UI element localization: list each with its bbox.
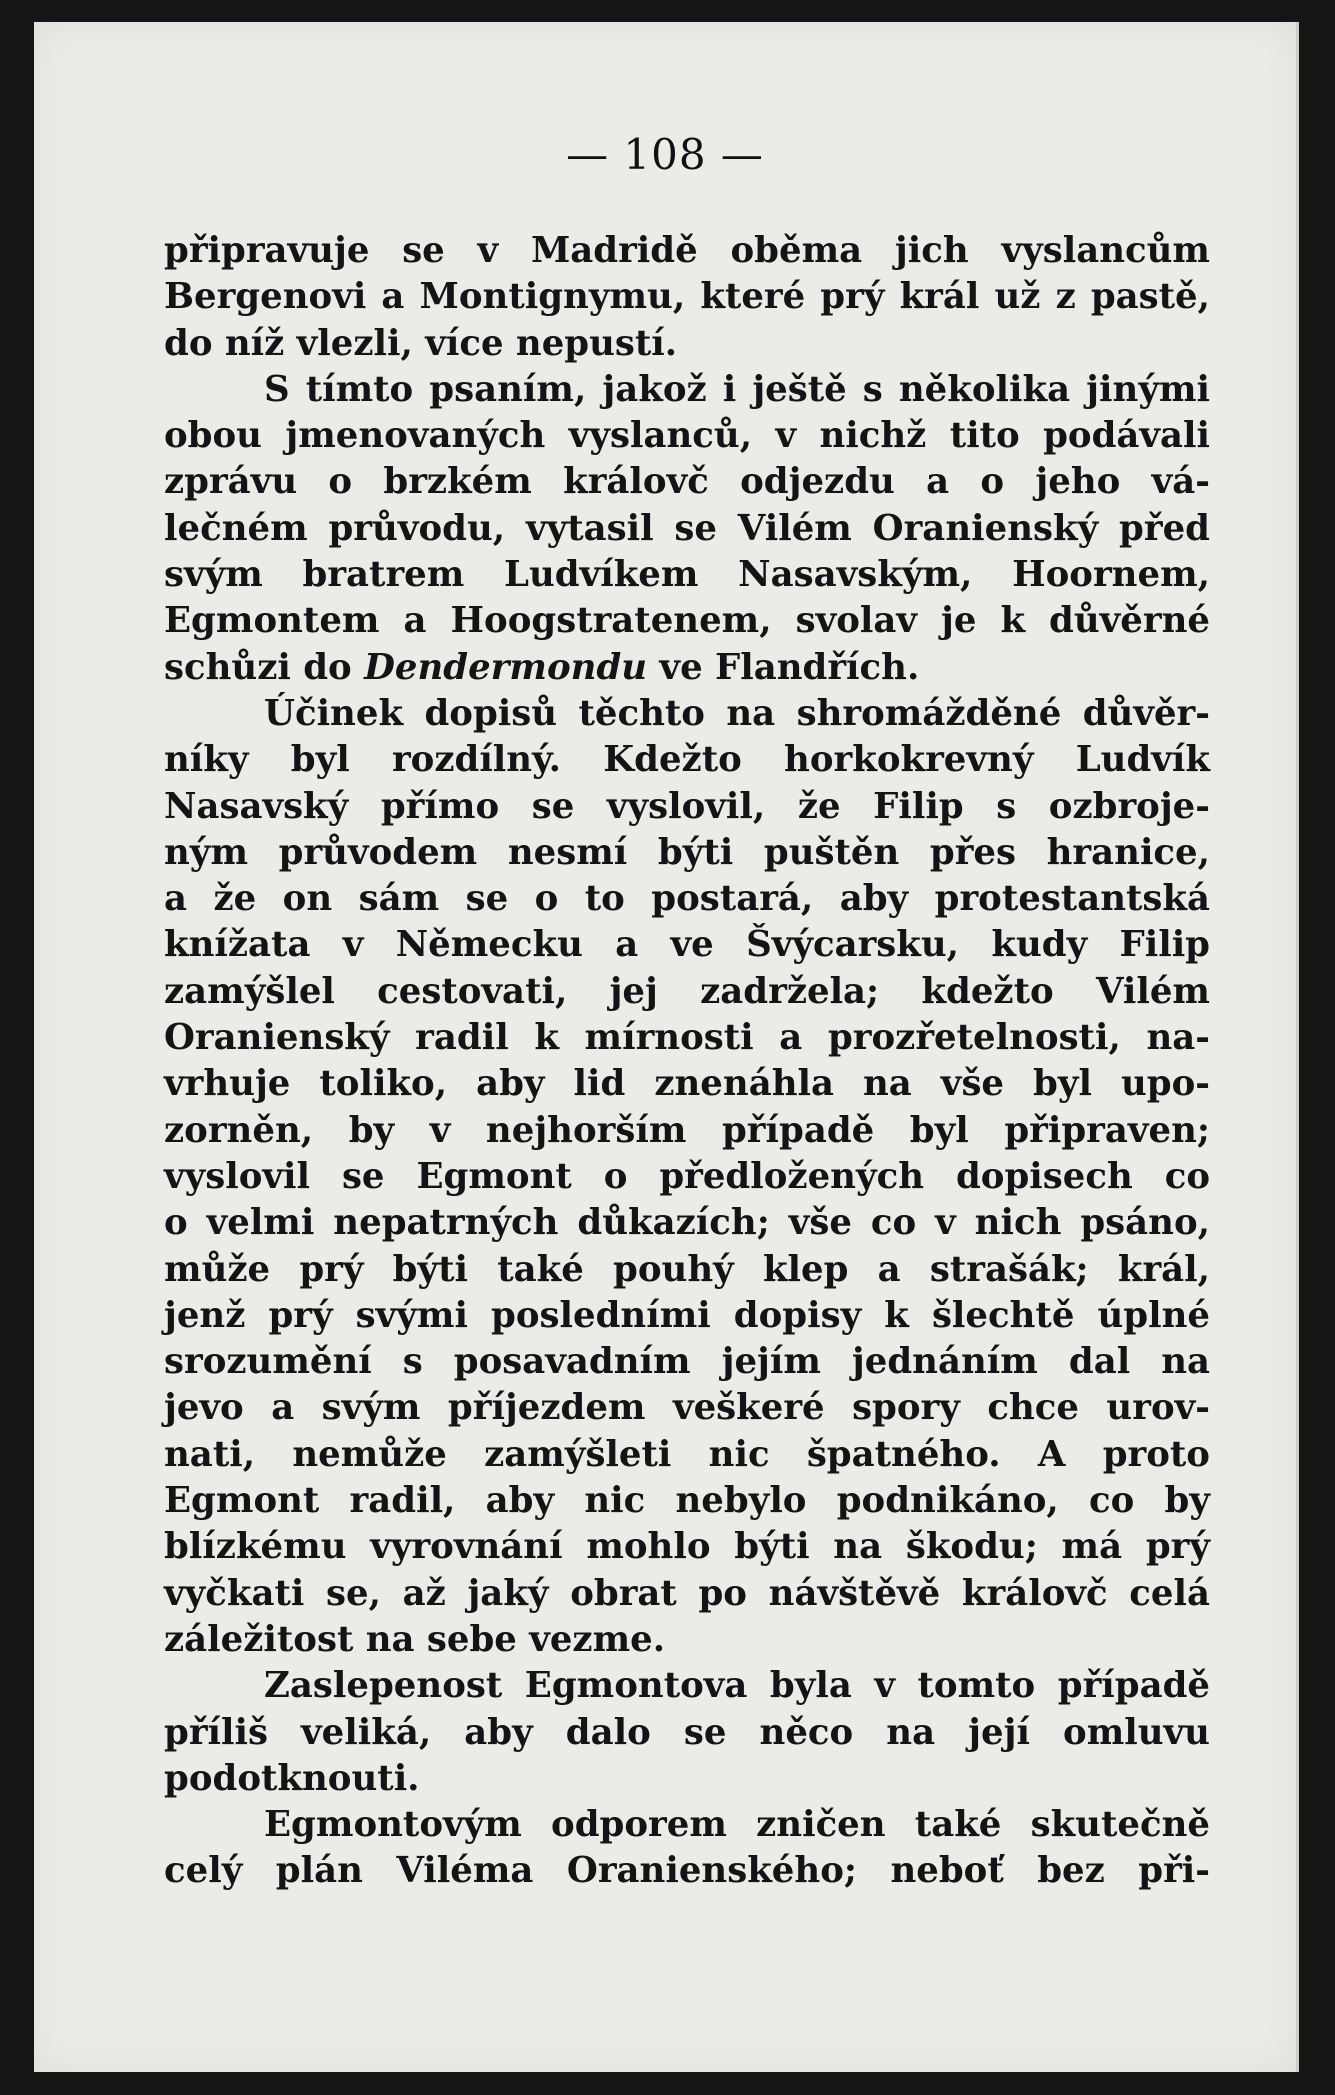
paragraph-start-line: S tímto psaním, jakož i ještě s několika jinými xyxy=(264,368,1210,410)
paragraph-start-line: Zaslepenost Egmontova byla v tomto případě xyxy=(264,1665,1210,1707)
text-line: může prý býti také pouhý klep a strašák; král, xyxy=(164,1248,1210,1290)
text-line: knížata v Německu a ve Švýcarsku, kudy Filip xyxy=(164,924,1210,966)
text-line: Egmontem a Hoogstratenem, svolav je k důvěrné xyxy=(164,600,1210,642)
text-line: vrhuje toliko, aby lid znenáhla na vše byl upo- xyxy=(164,1063,1210,1105)
text-line: zorněn, by v nejhorším případě byl připraven; xyxy=(164,1109,1210,1151)
text-line: záležitost na sebe vezme. xyxy=(164,1618,666,1660)
text-line: níky byl rozdílný. Kdežto horkokrevný Ludvík xyxy=(164,739,1210,781)
text-line: obou jmenovaných vyslanců, v nichž tito podávali xyxy=(164,415,1210,457)
text-line: celý plán Viléma Oranienského; neboť bez při- xyxy=(164,1850,1210,1892)
text-line: podotknouti. xyxy=(164,1757,420,1799)
text-line: svým bratrem Ludvíkem Nasavským, Hoornem, xyxy=(164,554,1210,596)
text-fragment: schůzi do xyxy=(164,646,365,688)
text-line: o velmi nepatrných důkazích; vše co v nich psáno, xyxy=(164,1202,1210,1244)
text-line: připravuje se v Madridě oběma jich vyslancům xyxy=(164,230,1210,271)
text-line: Egmont radil, aby nic nebylo podnikáno, co by xyxy=(164,1480,1210,1522)
body-text xyxy=(164,228,1210,1895)
text-line: jevo a svým příjezdem veškeré spory chce urov- xyxy=(164,1387,1210,1429)
book-page xyxy=(34,22,1299,2072)
paragraph-start-line: Účinek dopisů těchto na shromážděné důvěr- xyxy=(264,692,1210,734)
text-line: nati, nemůže zamýšleti nic špatného. A proto xyxy=(164,1433,1210,1475)
text-line: vyslovil se Egmont o předložených dopisech co xyxy=(164,1155,1210,1197)
text-line: lečném průvodu, vytasil se Vilém Oranienský před xyxy=(164,507,1210,549)
text-line: vyčkati se, až jaký obrat po návštěvě královč celá xyxy=(164,1572,1210,1614)
italic-place-name: Dendermondu xyxy=(364,646,648,688)
text-line: srozumění s posavadním jejím jednáním dal na xyxy=(164,1341,1210,1383)
text-line: příliš veliká, aby dalo se něco na její omluvu xyxy=(164,1711,1210,1753)
text-line: ným průvodem nesmí býti puštěn přes hranice, xyxy=(164,831,1210,873)
paragraph-start-line: Egmontovým odporem zničen také skutečně xyxy=(264,1804,1210,1846)
text-fragment: ve Flandřích. xyxy=(647,646,920,688)
text-line: jenž prý svými posledními dopisy k šlechtě úplné xyxy=(164,1294,1210,1336)
text-line: Oranienský radil k mírnosti a prozřetelnosti, na- xyxy=(164,1017,1210,1059)
text-line: do níž vlezli, více nepustí. xyxy=(164,322,678,364)
text-line: Nasavský přímo se vyslovil, že Filip s ozbroje- xyxy=(164,785,1210,827)
text-line: a že on sám se o to postará, aby protestantská xyxy=(164,878,1210,920)
text-line xyxy=(164,645,1210,691)
text-line: Bergenovi a Montignymu, které prý král už z pastě, xyxy=(164,276,1210,318)
text-line: zamýšlel cestovati, jej zadržela; kdežto Vilém xyxy=(164,970,1210,1012)
page-number: — 108 — xyxy=(566,130,764,179)
text-line: zprávu o brzkém královč odjezdu a o jeho vá- xyxy=(164,461,1210,503)
text-line: blízkému vyrovnání mohlo býti na škodu; má prý xyxy=(164,1526,1210,1568)
